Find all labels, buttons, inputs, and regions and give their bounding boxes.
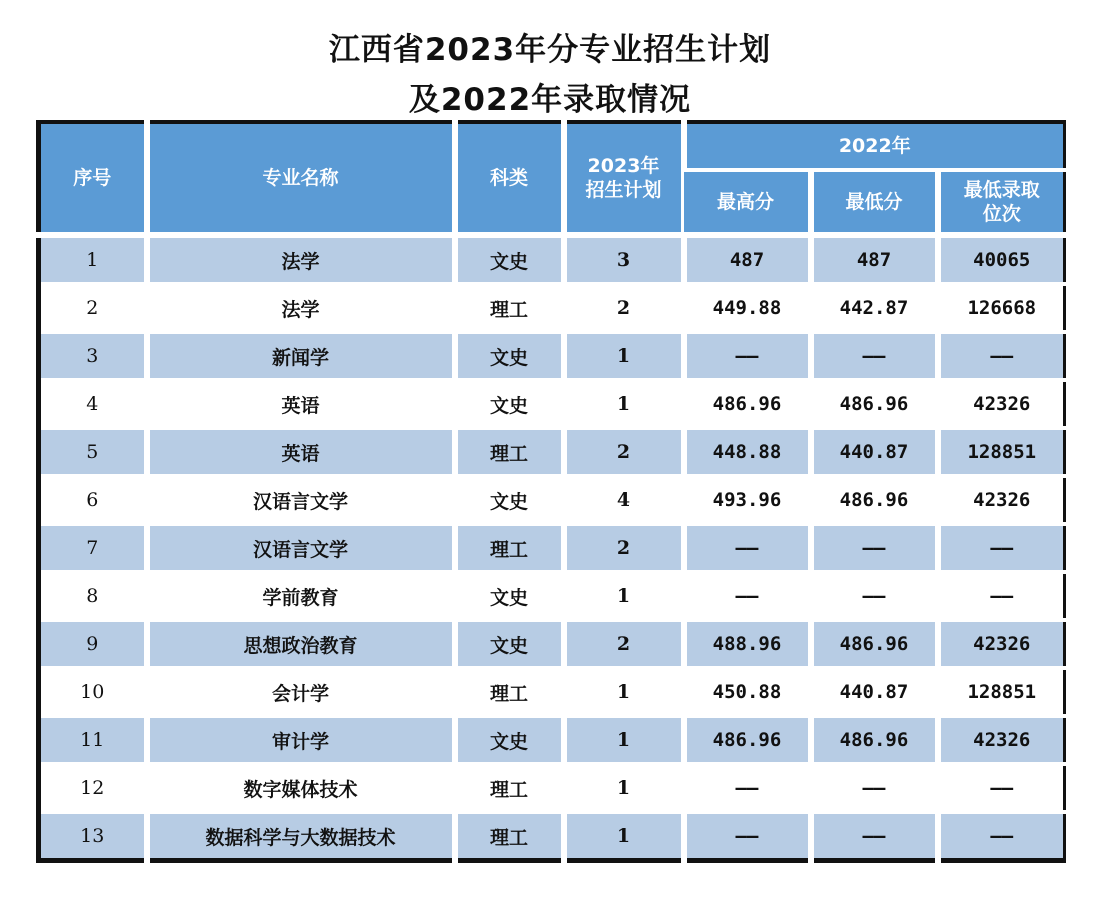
- cell-min-score: 440.87: [811, 428, 938, 476]
- cell-min-rank: 42326: [938, 716, 1065, 764]
- table-row: [39, 380, 1065, 428]
- table-row: [39, 764, 1065, 812]
- cell-index: 6: [39, 476, 147, 524]
- table-row: [39, 524, 1065, 572]
- cell-major: 新闻学: [147, 332, 455, 380]
- cell-category: 文史: [455, 235, 564, 284]
- cell-index: 12: [39, 764, 147, 812]
- cell-plan-2023: 1: [564, 380, 684, 428]
- cell-category: 理工: [455, 524, 564, 572]
- header-min-score: 最低分: [811, 170, 938, 235]
- cell-min-rank: 126668: [938, 284, 1065, 332]
- cell-major: 思想政治教育: [147, 620, 455, 668]
- cell-plan-2023: 3: [564, 235, 684, 284]
- table-body: [39, 235, 1065, 861]
- page-title: 江西省2023年分专业招生计划: [328, 32, 772, 68]
- cell-index: 2: [39, 284, 147, 332]
- header-group-2022: 2022年: [684, 122, 1065, 170]
- cell-index: 13: [39, 812, 147, 861]
- cell-index: 9: [39, 620, 147, 668]
- cell-index: 10: [39, 668, 147, 716]
- header-min-rank-text: 最低录取 位次: [963, 179, 1040, 225]
- table-row: [39, 235, 1065, 284]
- cell-plan-2023: 4: [564, 476, 684, 524]
- cell-min-score: 442.87: [811, 284, 938, 332]
- cell-category: 文史: [455, 332, 564, 380]
- cell-plan-2023: 2: [564, 428, 684, 476]
- cell-major: 法学: [147, 235, 455, 284]
- cell-category: 文史: [455, 716, 564, 764]
- admission-table: [36, 120, 1066, 863]
- cell-major: 审计学: [147, 716, 455, 764]
- cell-major: 会计学: [147, 668, 455, 716]
- cell-min-score: 486.96: [811, 380, 938, 428]
- cell-category: 文史: [455, 572, 564, 620]
- cell-min-rank: ——: [938, 524, 1065, 572]
- cell-min-rank: 128851: [938, 428, 1065, 476]
- cell-min-score: ——: [811, 812, 938, 861]
- cell-index: 8: [39, 572, 147, 620]
- cell-plan-2023: 1: [564, 332, 684, 380]
- cell-min-rank: 128851: [938, 668, 1065, 716]
- cell-major: 汉语言文学: [147, 476, 455, 524]
- cell-max-score: 487: [684, 235, 811, 284]
- cell-plan-2023: 1: [564, 812, 684, 861]
- cell-index: 5: [39, 428, 147, 476]
- cell-max-score: 449.88: [684, 284, 811, 332]
- cell-min-rank: 42326: [938, 380, 1065, 428]
- cell-plan-2023: 2: [564, 524, 684, 572]
- cell-min-score: 486.96: [811, 620, 938, 668]
- header-plan-2023: [564, 122, 684, 235]
- header-index: 序号: [39, 122, 147, 235]
- table-row: [39, 668, 1065, 716]
- cell-min-score: ——: [811, 524, 938, 572]
- cell-min-rank: 42326: [938, 620, 1065, 668]
- cell-index: 1: [39, 235, 147, 284]
- cell-min-score: 486.96: [811, 476, 938, 524]
- cell-min-rank: 42326: [938, 476, 1065, 524]
- cell-min-score: 487: [811, 235, 938, 284]
- cell-plan-2023: 1: [564, 764, 684, 812]
- cell-max-score: ——: [684, 764, 811, 812]
- cell-major: 英语: [147, 380, 455, 428]
- cell-min-rank: ——: [938, 572, 1065, 620]
- cell-category: 理工: [455, 428, 564, 476]
- cell-max-score: 450.88: [684, 668, 811, 716]
- cell-plan-2023: 1: [564, 668, 684, 716]
- cell-max-score: 448.88: [684, 428, 811, 476]
- cell-min-rank: 40065: [938, 235, 1065, 284]
- table-row: [39, 476, 1065, 524]
- header-plan-2023-text: 2023年 招生计划: [585, 155, 662, 201]
- table-header: [39, 122, 1065, 235]
- cell-plan-2023: 2: [564, 620, 684, 668]
- cell-major: 数据科学与大数据技术: [147, 812, 455, 861]
- cell-index: 4: [39, 380, 147, 428]
- cell-major: 汉语言文学: [147, 524, 455, 572]
- cell-min-rank: ——: [938, 812, 1065, 861]
- cell-max-score: 493.96: [684, 476, 811, 524]
- cell-category: 理工: [455, 284, 564, 332]
- table-row: [39, 812, 1065, 861]
- admission-table-container: [36, 120, 1062, 861]
- cell-max-score: ——: [684, 572, 811, 620]
- cell-max-score: ——: [684, 812, 811, 861]
- cell-max-score: ——: [684, 524, 811, 572]
- cell-index: 11: [39, 716, 147, 764]
- cell-major: 学前教育: [147, 572, 455, 620]
- cell-max-score: 488.96: [684, 620, 811, 668]
- cell-plan-2023: 1: [564, 716, 684, 764]
- cell-category: 理工: [455, 668, 564, 716]
- cell-major: 法学: [147, 284, 455, 332]
- table-row: [39, 284, 1065, 332]
- table-row: [39, 332, 1065, 380]
- cell-category: 理工: [455, 764, 564, 812]
- table-row: [39, 620, 1065, 668]
- cell-plan-2023: 2: [564, 284, 684, 332]
- cell-min-score: ——: [811, 332, 938, 380]
- cell-max-score: 486.96: [684, 716, 811, 764]
- cell-category: 文史: [455, 380, 564, 428]
- cell-max-score: ——: [684, 332, 811, 380]
- cell-index: 7: [39, 524, 147, 572]
- cell-category: 文史: [455, 476, 564, 524]
- cell-min-score: ——: [811, 764, 938, 812]
- header-max-score: 最高分: [684, 170, 811, 235]
- table-row: [39, 428, 1065, 476]
- cell-min-rank: ——: [938, 764, 1065, 812]
- cell-min-score: 440.87: [811, 668, 938, 716]
- cell-index: 3: [39, 332, 147, 380]
- cell-min-rank: ——: [938, 332, 1065, 380]
- cell-min-score: 486.96: [811, 716, 938, 764]
- cell-major: 英语: [147, 428, 455, 476]
- cell-category: 文史: [455, 620, 564, 668]
- table-row: [39, 716, 1065, 764]
- page-subtitle: 及2022年录取情况: [408, 82, 692, 118]
- cell-plan-2023: 1: [564, 572, 684, 620]
- header-min-rank: [938, 170, 1065, 235]
- header-category: 科类: [455, 122, 564, 235]
- cell-max-score: 486.96: [684, 380, 811, 428]
- cell-category: 理工: [455, 812, 564, 861]
- cell-major: 数字媒体技术: [147, 764, 455, 812]
- table-row: [39, 572, 1065, 620]
- cell-min-score: ——: [811, 572, 938, 620]
- header-major: 专业名称: [147, 122, 455, 235]
